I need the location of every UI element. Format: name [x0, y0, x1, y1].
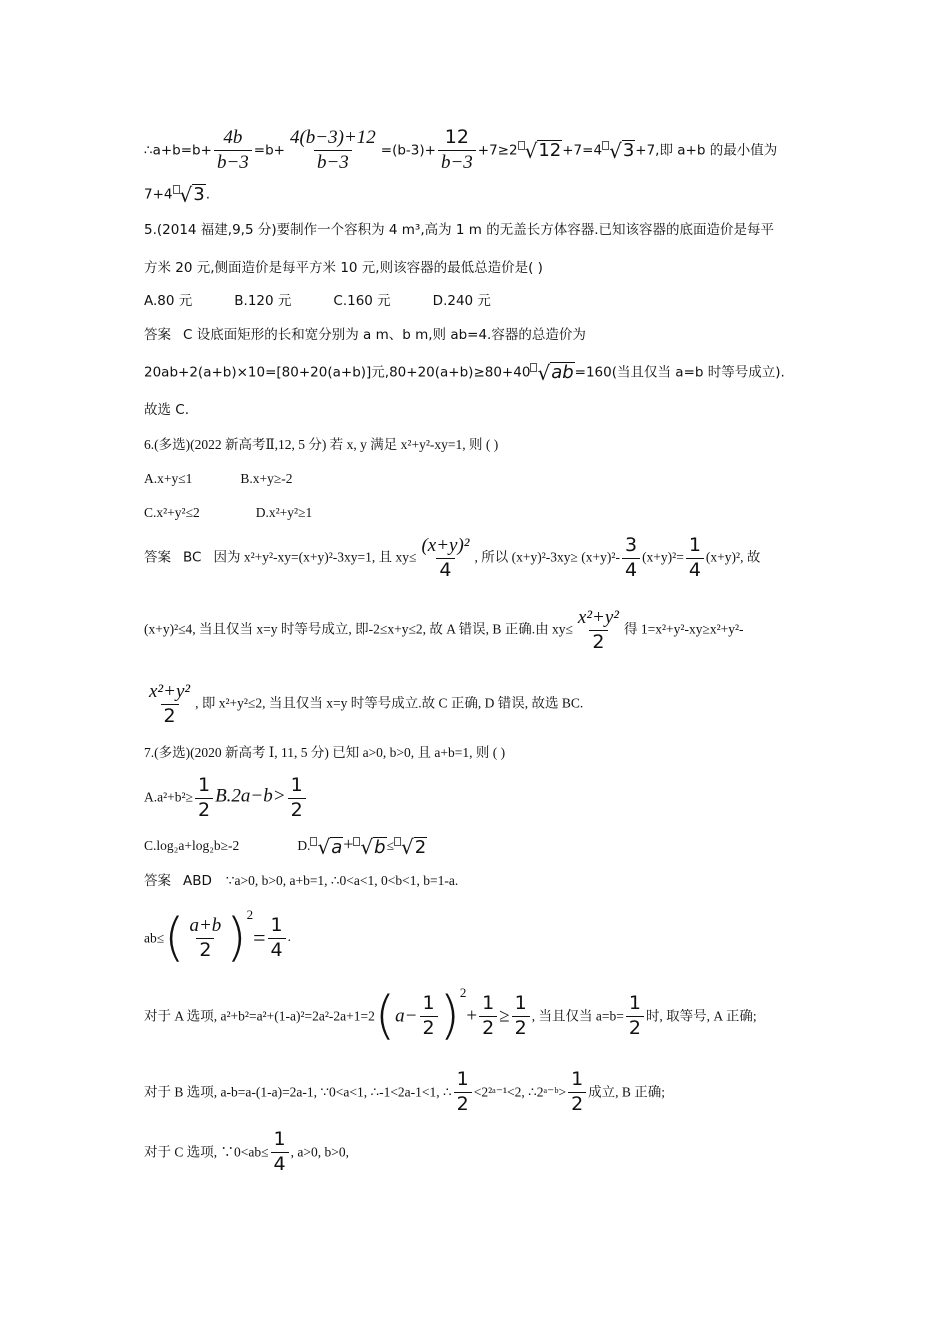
- q5-option-a: A.80 元: [144, 293, 193, 309]
- fraction: $\frac{1}{2}$: [512, 994, 530, 1039]
- q7-option-a: A.a²+b²≥: [144, 789, 193, 805]
- q7-ab-bound: ab≤( $\frac{a+b}{2}$ )$^2$= $\frac{1}{4}$ .: [144, 907, 291, 968]
- q4-fraction: $\frac{12}{b-3}$: [438, 128, 476, 173]
- fraction: $\frac{1}{2}$: [288, 776, 306, 821]
- q6-answer-line2: (x+y)²≤4, 当且仅当 x=y 时等号成立, 即-2≤x+y≤2, 故 A 错误, B 正确.由 xy≤ $\frac{\text{x²+y²}}{2}$ 得 1=x²+y²-xy≥x²+y²-: [144, 607, 744, 653]
- fraction: $\frac{\text{x²+y²}}{2}$: [149, 681, 191, 727]
- sqrt-radical: √ a: [310, 837, 343, 858]
- q7-answer: 答案 ABD ∵a>0, b>0, a+b=1, ∴0<a<1, 0<b<1, b=1-a.: [144, 873, 459, 889]
- q7-option-b-analysis: 对于 B 选项, a-b=a-(1-a)=2a-1, ∵0<a<1, ∴-1<2a-1<1, ∴ $\frac{1}{2}$ <2²ᵃ⁻¹<2, ∴2ᵃ⁻ᵇ> $\frac{1}{2}$ 成立, B 正确;: [144, 1068, 666, 1115]
- q4-fraction: $\frac{4b}{b-3}$: [214, 128, 252, 173]
- q7-option-a-analysis: 对于 A 选项, a²+b²=a²+(1-a)²=2a²-2a+1=2(a− $\frac{1}{2}$ )$^2$+ $\frac{1}{2}$ ≥ $\frac{1}{2}$ , 当且仅当 a=b= $\frac{1}{2}$ 时, 取等号, A 正确;: [144, 985, 757, 1046]
- q7-stem: 7.(多选)(2020 新高考 Ⅰ, 11, 5 分) 已知 a>0, b>0, 且 a+b=1, 则 ( ): [144, 745, 506, 760]
- q7-option-c: C.log₂a+log₂b≥-2: [144, 838, 240, 853]
- fraction: $\frac{1}{4}$: [686, 536, 704, 581]
- fraction: $\frac{1}{2}$: [568, 1070, 586, 1115]
- q4-text: =b+: [253, 142, 285, 159]
- q6-option-b: B.x+y≥-2: [240, 471, 293, 486]
- sqrt-radical: √ ab: [530, 362, 574, 383]
- sqrt-radical: √ 3: [173, 184, 206, 205]
- fraction: $\frac{\text{(x+y)²}}{4}$: [421, 535, 470, 581]
- sqrt-radical: √ 3: [602, 140, 635, 161]
- q6-answer-line1: 答案 BC 因为 x²+y²-xy=(x+y)²-3xy=1, 且 xy≤ $\frac{\text{(x+y)²}}{4}$ , 所以 (x+y)²-3xy≥ (x+y)²- $\frac{3}{4}$ (x+y)²= $\frac{1}{4}$ (x+y)², 故: [144, 534, 761, 581]
- fraction: $\frac{1}{4}$: [271, 1130, 289, 1175]
- q7-options-row2: C.log₂a+log₂b≥-2 D. √ a + √ b ≤ √ 2: [144, 834, 427, 860]
- q4-text: +7,即 a+b 的最小值为: [635, 142, 778, 159]
- q5-option-d: D.240 元: [432, 293, 491, 309]
- q5-answer: 答案 C 设底面矩形的长和宽分别为 a m、b m,则 ab=4.容器的总造价为: [144, 327, 586, 343]
- q4-solution-line1: [144, 128, 777, 173]
- q4-text: =(b-3)+: [380, 142, 436, 159]
- q6-options-row1: [144, 472, 293, 486]
- fraction: $\frac{\text{x²+y²}}{2}$: [577, 607, 619, 653]
- q6-options-row2: [144, 506, 312, 520]
- q5-options: [144, 295, 491, 309]
- fraction: $\frac{1}{2}$: [479, 994, 497, 1039]
- q5-option-c: C.160 元: [333, 293, 391, 309]
- q6-answer-line3: $\frac{\text{x²+y²}}{2}$ , 即 x²+y²≤2, 当且仅当 x=y 时等号成立.故 C 正确, D 错误, 故选 BC.: [144, 682, 583, 727]
- q6-option-d: D.x²+y²≥1: [255, 505, 313, 520]
- fraction: $\frac{1}{2}$: [626, 994, 644, 1039]
- q4-solution-line2: 7+4 √ 3 .: [144, 182, 210, 207]
- q7-option-b: B.2a−b>: [215, 785, 286, 807]
- q5-calculation: 20ab+2(a+b)×10=[80+20(a+b)]元,80+20(a+b)≥80+40 √ ab =160(当且仅当 a=b 时等号成立).: [144, 360, 785, 385]
- sqrt-radical: √ 12: [518, 140, 563, 161]
- q7-option-d: D.: [297, 838, 311, 853]
- q4-fraction: $\frac{4(b-3)+12}{b-3}$: [289, 127, 376, 173]
- q6-option-a: A.x+y≤1: [144, 471, 193, 486]
- fraction: $\frac{1}{2}$: [454, 1070, 472, 1115]
- q6-option-c: C.x²+y²≤2: [144, 505, 200, 520]
- answer-label: 答案: [144, 873, 171, 889]
- sqrt-radical: √ b: [353, 837, 386, 858]
- q5-stem-line2: 方米 20 元,侧面造价是每平方米 10 元,则该容器的最低总造价是( ): [144, 260, 543, 276]
- fraction: $\frac{1}{2}$: [420, 994, 438, 1039]
- q7-option-c-analysis: 对于 C 选项, ∵0<ab≤ $\frac{1}{4}$ , a>0, b>0,: [144, 1128, 349, 1175]
- fraction: $\frac{1}{2}$: [195, 776, 213, 821]
- q5-option-b: B.120 元: [234, 293, 292, 309]
- q7-options-row1: [144, 776, 308, 821]
- fraction: $\frac{3}{4}$: [622, 536, 640, 581]
- q6-stem: 6.(多选)(2022 新高考Ⅱ,12, 5 分) 若 x, y 满足 x²+y²-xy=1, 则 ( ): [144, 437, 499, 452]
- answer-label: 答案: [144, 327, 171, 343]
- sqrt-radical: √ 2: [394, 837, 427, 858]
- fraction: $\frac{1}{4}$: [268, 916, 286, 961]
- q4-text: +7=4: [562, 142, 603, 159]
- q5-conclusion: 故选 C.: [144, 402, 190, 418]
- q4-text: +7≥2: [477, 142, 518, 159]
- q4-text: ∴a+b=b+: [144, 142, 212, 159]
- q5-stem-line1: 5.(2014 福建,9,5 分)要制作一个容积为 4 m³,高为 1 m 的无盖长方体容器.已知该容器的底面造价是每平: [144, 222, 775, 238]
- fraction: $\frac{a+b}{2}$: [189, 914, 222, 961]
- answer-label: 答案: [144, 549, 171, 566]
